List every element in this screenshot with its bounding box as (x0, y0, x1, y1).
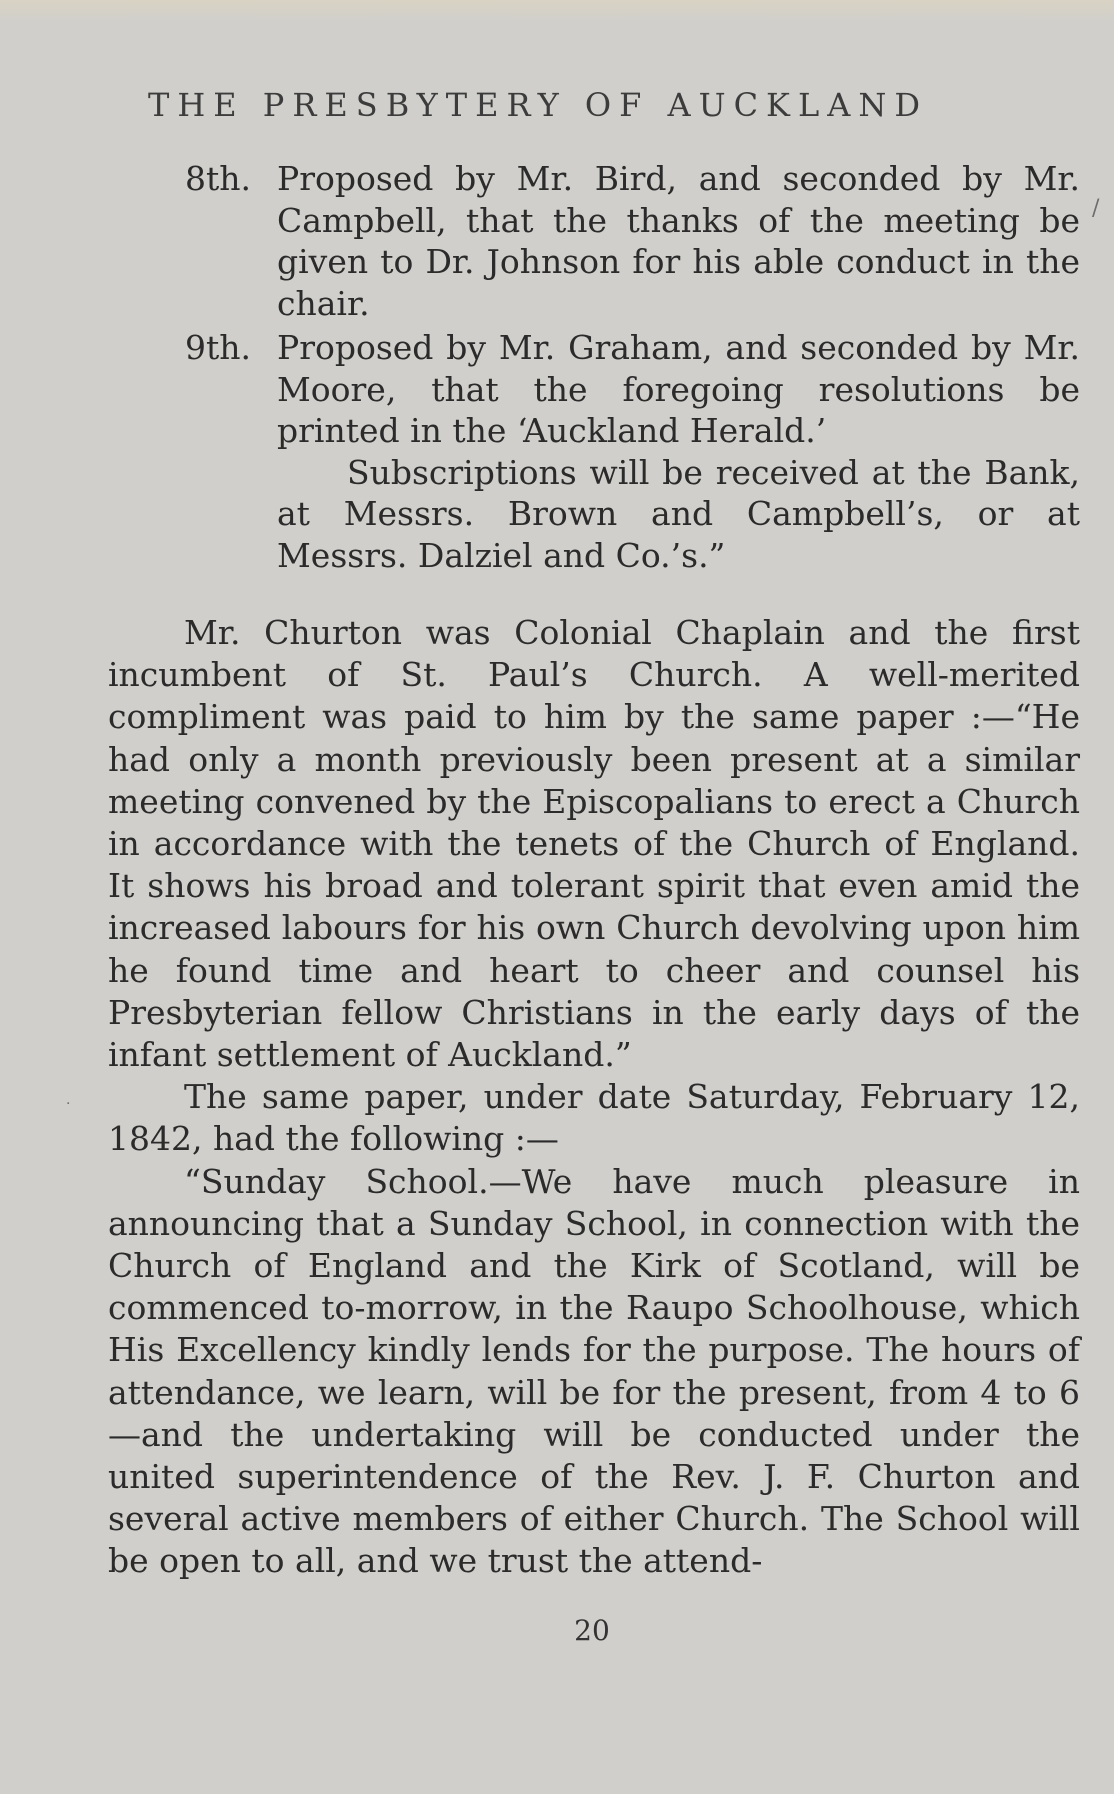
resolution-item (185, 327, 1080, 576)
paragraph: The same paper, under date Saturday, February 12, 1842, had the following :— (108, 1077, 1080, 1159)
resolution-number: 8th. (185, 159, 251, 198)
paragraph: “Sunday School.—We have much pleasure in announcing that a Sunday School, in connection with the Church of England and the Kirk of Scotland, will be commenced to-morrow, in the Raupo Schoolhouse, which His Excellency kindly lends for the purpose. The hours of attendance, we learn, will be for the present, from 4 to 6—and the undertaking will be conducted under the united superintendence of the Rev. J. F. Churton and several active members of either Church. The School will be open to all, and we trust the attend- (108, 1161, 1080, 1581)
resolution-text-block (277, 327, 1080, 576)
body-text (108, 612, 1080, 1583)
page-top-edge (0, 0, 1114, 22)
resolution-text: Proposed by Mr. Graham, and seconded by Mr. Moore, that the foregoing resolutions be printed in the ‘Auckland Herald.’ (277, 328, 1080, 450)
margin-mark: / (1092, 196, 1100, 221)
ink-speck: · (66, 1096, 71, 1112)
subscription-note: Subscriptions will be received at the Bank, at Messrs. Brown and Campbell’s, or at Messrs. Dalziel and Co.’s.” (277, 452, 1080, 575)
resolution-item (185, 158, 1080, 324)
resolution-text: Proposed by Mr. Bird, and seconded by Mr. Campbell, that the thanks of the meeting be given to Dr. Johnson for his able conduct in the chair. (277, 159, 1080, 323)
page-number: 20 (574, 1614, 610, 1647)
running-header: THE PRESBYTERY OF AUCKLAND (148, 86, 928, 124)
resolution-number: 9th. (185, 328, 251, 367)
paragraph: Mr. Churton was Colonial Chaplain and the first incumbent of St. Paul’s Church. A well-merited compliment was paid to him by the same paper :—“He had only a month previously been present at a similar meeting convened by the Episcopalians to erect a Church in accordance with the tenets of the Church of England. It shows his broad and tolerant spirit that even amid the increased labours for his own Church devolving upon him he found time and heart to cheer and counsel his Presbyterian fellow Christians in the early days of the infant settlement of Auckland.” (108, 613, 1080, 1075)
